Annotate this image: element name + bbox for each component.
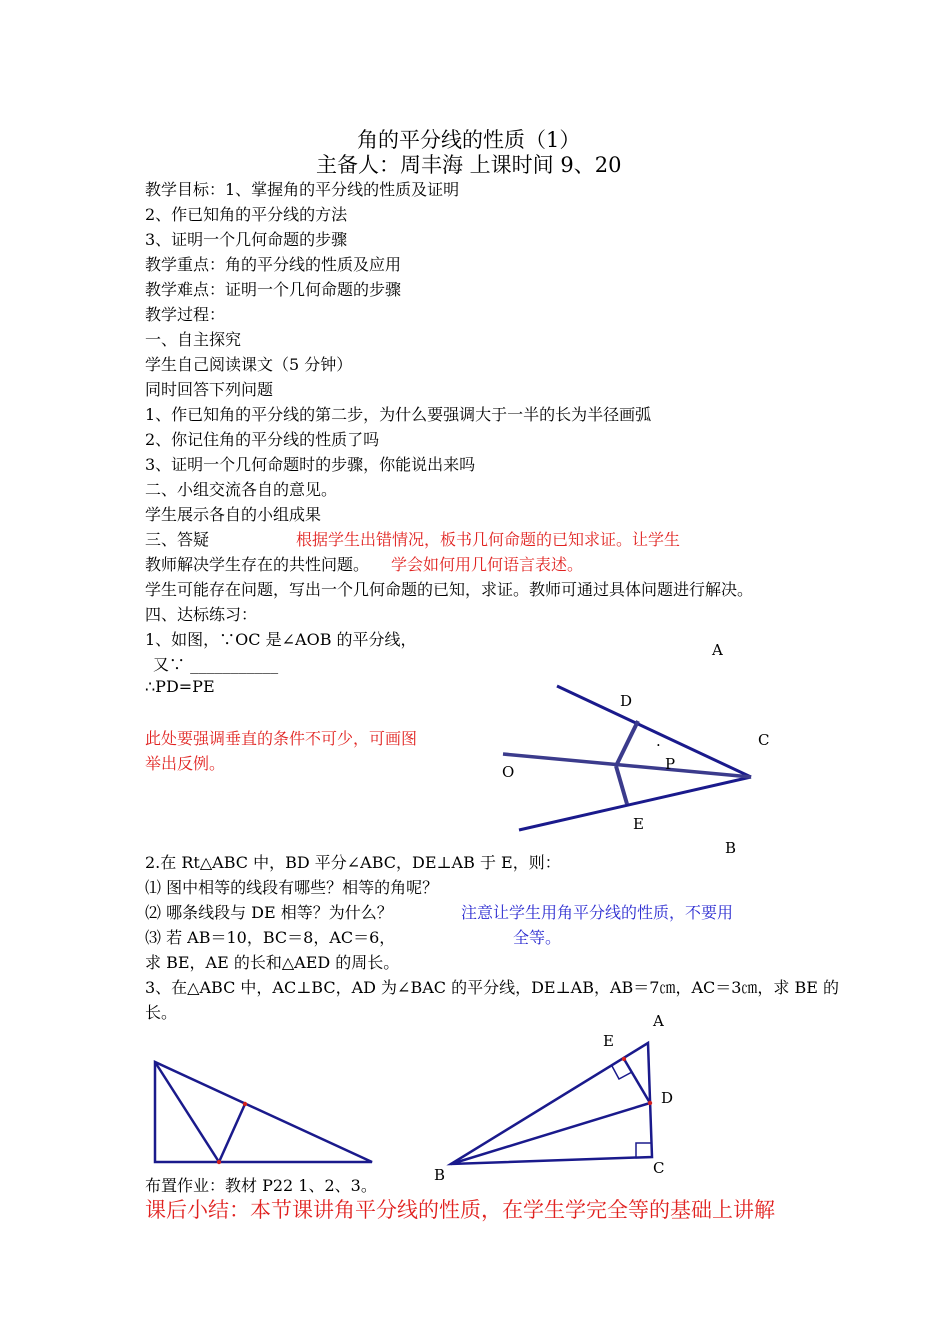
exercise-1-note-a: 此处要强调垂直的条件不可少，可画图	[145, 729, 418, 748]
fig1-dot: .	[656, 732, 661, 750]
page-title: 角的平分线的性质（1）	[357, 128, 581, 152]
question-1: 1、作已知角的平分线的第二步，为什么要强调大于一半的长为半径画弧	[145, 405, 652, 424]
exercise-1-given-line: 又∵ ___________	[153, 655, 279, 674]
homework-line: 布置作业：教材 P22 1、2、3。	[145, 1176, 377, 1195]
teacher-solves-line: 教师解决学生存在的共性问题。	[145, 555, 370, 574]
fig1-label-c: C	[758, 731, 770, 749]
teaching-goal-line: 教学目标：1、掌握角的平分线的性质及证明	[145, 180, 460, 199]
group-results-line: 学生展示各自的小组成果	[145, 505, 322, 524]
fig3-label-a: A	[653, 1012, 664, 1030]
section-4-heading: 四、达标练习：	[145, 605, 258, 624]
lesson-summary: 课后小结：本节课讲角平分线的性质，在学生学完全等的基础上讲解	[145, 1198, 775, 1222]
teaching-focus: 教学重点：角的平分线的性质及应用	[145, 255, 402, 274]
teaching-difficulty: 教学难点：证明一个几何命题的步骤	[145, 280, 402, 299]
fig3-label-c: C	[653, 1159, 665, 1177]
teaching-process-heading: 教学过程：	[145, 305, 226, 324]
exercise-2-note-b: 全等。	[513, 928, 562, 947]
perpendicular-de-ex3	[624, 1059, 650, 1103]
fig1-label-a: A	[712, 641, 723, 659]
fig1-label-e: E	[633, 815, 644, 833]
triangle-abc-ex3	[451, 1043, 652, 1164]
fig1-label-d: D	[620, 692, 633, 710]
exercise-2-q3-cont: 求 BE，AE 的长和△AED 的周长。	[145, 953, 400, 972]
exercise-1-conclusion: ∴PD=PE	[145, 677, 215, 696]
point-d-ex3	[648, 1101, 652, 1105]
point-e-ex3	[622, 1057, 626, 1061]
exercise-2-line: 2.在 Rt△ABC 中，BD 平分∠ABC，DE⊥AB 于 E，则：	[145, 853, 561, 872]
right-angle-mark-c	[636, 1143, 652, 1157]
section-2-heading: 二、小组交流各自的意见。	[145, 480, 338, 499]
answer-note-2: 学会如何用几何语言表述。	[391, 555, 584, 574]
questions-intro: 同时回答下列问题	[145, 380, 274, 399]
exercise-2-q1: ⑴ 图中相等的线段有哪些？相等的角呢？	[145, 878, 439, 897]
fig1-label-b: B	[725, 839, 737, 857]
exercise-2-q3: ⑶ 若 AB＝10，BC＝8，AC＝6，	[145, 928, 396, 947]
fig3-label-b: B	[434, 1166, 446, 1184]
reading-line: 学生自己阅读课文（5 分钟）	[145, 355, 353, 374]
exercise-2-note-a: 注意让学生用角平分线的性质，不要用	[461, 903, 734, 922]
section-1-heading: 一、自主探究	[145, 330, 242, 349]
answer-note-1: 根据学生出错情况，板书几何命题的已知求证。让学生	[296, 530, 681, 549]
fig1-label-p: P	[665, 755, 676, 773]
goal-item-3: 3、证明一个几何命题的步骤	[145, 230, 348, 249]
exercise-3-line: 3、在△ABC 中，AC⊥BC，AD 为∠BAC 的平分线，DE⊥AB，AB＝7㎝，AC＝3㎝，求 BE 的	[145, 978, 840, 997]
fig3-label-d: D	[661, 1089, 674, 1107]
question-3: 3、证明一个几何命题时的步骤，你能说出来吗	[145, 455, 476, 474]
page-subtitle: 主备人：周丰海 上课时间 9、20	[316, 153, 622, 177]
possible-problems-line: 学生可能存在问题，写出一个几何命题的已知，求证。教师可通过具体问题进行解决。	[145, 580, 754, 599]
exercise-1-line: 1、如图，∵OC 是∠AOB 的平分线，	[145, 630, 417, 649]
section-3-heading: 三、答疑	[145, 530, 210, 549]
goal-item-2: 2、作已知角的平分线的方法	[145, 205, 348, 224]
fig3-label-e: E	[603, 1032, 614, 1050]
bisector-bd-ex3	[451, 1103, 650, 1164]
exercise-1-note-b: 举出反例。	[145, 754, 226, 773]
exercise-2-q2: ⑵ 哪条线段与 DE 相等？为什么？	[145, 903, 393, 922]
exercise-3-line-cont: 长。	[145, 1003, 178, 1022]
fig1-label-o: O	[502, 763, 515, 781]
question-2: 2、你记住角的平分线的性质了吗	[145, 430, 380, 449]
